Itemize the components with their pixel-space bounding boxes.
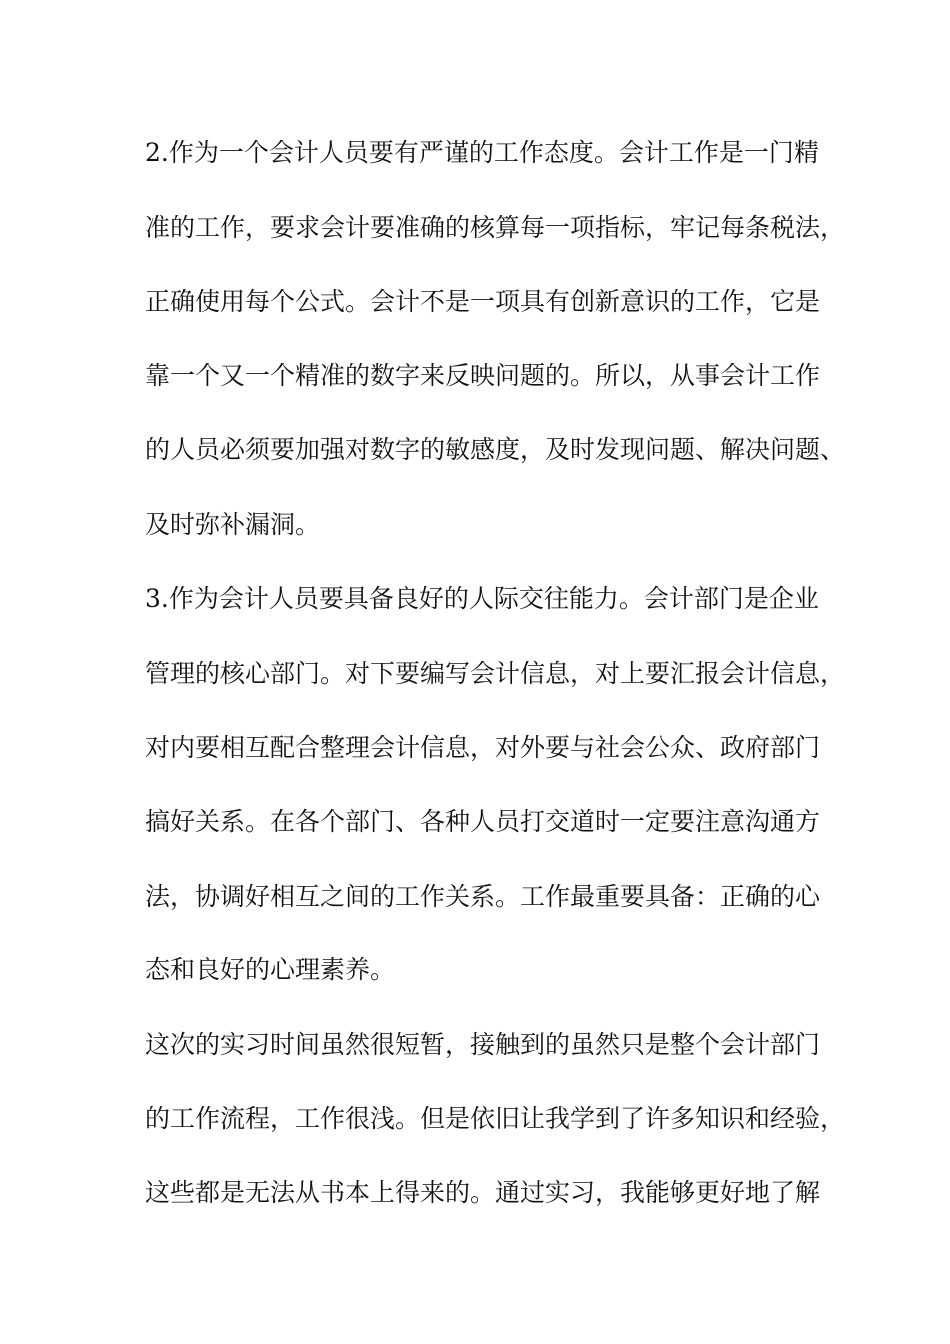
text-line: 态和良好的心理素养。 (145, 955, 396, 984)
text-line: 靠一个又一个精准的数字来反映问题的。所以，从事会计工作 (145, 361, 821, 390)
text-line: 3.作为会计人员要具备良好的人际交往能力。会计部门是企业 (145, 584, 819, 613)
text-line: 管理的核心部门。对下要编写会计信息，对上要汇报会计信息， (145, 659, 846, 688)
text-line: 法，协调好相互之间的工作关系。工作最重要具备：正确的心 (145, 882, 821, 911)
text-line: 的人员必须要加强对数字的敏感度，及时发现问题、解决问题、 (145, 435, 846, 464)
text-line: 的工作流程，工作很浅。但是依旧让我学到了许多知识和经验， (145, 1104, 846, 1133)
text-line: 准的工作，要求会计要准确的核算每一项指标，牢记每条税法， (145, 213, 846, 242)
text-line: 这次的实习时间虽然很短暂，接触到的虽然只是整个会计部门 (145, 1030, 821, 1059)
text-line: 正确使用每个公式。会计不是一项具有创新意识的工作，它是 (145, 287, 821, 316)
text-line: 对内要相互配合整理会计信息，对外要与社会公众、政府部门 (145, 733, 821, 762)
text-line: 及时弥补漏洞。 (145, 510, 321, 539)
text-line: 搞好关系。在各个部门、各种人员打交道时一定要注意沟通方 (145, 807, 821, 836)
text-line: 2.作为一个会计人员要有严谨的工作态度。会计工作是一门精 (145, 138, 819, 167)
text-line: 这些都是无法从书本上得来的。通过实习，我能够更好地了解 (145, 1178, 821, 1207)
